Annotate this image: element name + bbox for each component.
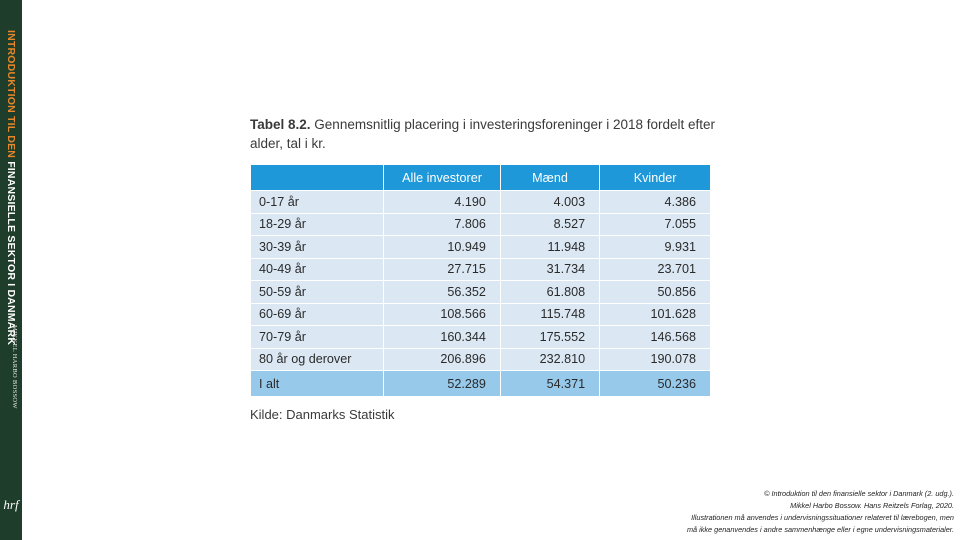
value-cell: 190.078 xyxy=(600,348,711,371)
value-cell: 101.628 xyxy=(600,303,711,326)
row-label-cell: I alt xyxy=(251,371,384,397)
spine-title xyxy=(2,30,20,346)
header-cell: Mænd xyxy=(500,165,599,191)
value-cell: 61.808 xyxy=(500,281,599,304)
table-row xyxy=(251,281,711,304)
copyright-notice xyxy=(614,488,954,536)
row-label-cell: 60-69 år xyxy=(251,303,384,326)
value-cell: 4.190 xyxy=(384,191,501,214)
value-cell: 52.289 xyxy=(384,371,501,397)
value-cell: 50.856 xyxy=(600,281,711,304)
value-cell: 160.344 xyxy=(384,326,501,349)
publisher-logo: hrf xyxy=(3,497,19,512)
value-cell: 175.552 xyxy=(500,326,599,349)
table-caption-label: Tabel 8.2. xyxy=(250,117,311,132)
book-spine xyxy=(0,0,22,540)
table-row xyxy=(251,191,711,214)
row-label-cell: 80 år og derover xyxy=(251,348,384,371)
table-header-row xyxy=(251,165,711,191)
value-cell: 7.806 xyxy=(384,213,501,236)
value-cell: 146.568 xyxy=(600,326,711,349)
value-cell: 4.003 xyxy=(500,191,599,214)
copyright-line: må ikke genanvendes i andre sammenhænge eller i egne undervisningsmaterialer. xyxy=(686,525,954,534)
table-row xyxy=(251,213,711,236)
spine-title-part2: FINANSIELLE SEKTOR I DANMARK xyxy=(5,161,17,346)
value-cell: 54.371 xyxy=(500,371,599,397)
value-cell: 7.055 xyxy=(600,213,711,236)
copyright-line: Mikkel Harbo Bossow. Hans Reitzels Forlag, 2020. xyxy=(790,501,954,510)
row-label-cell: 50-59 år xyxy=(251,281,384,304)
table-row xyxy=(251,303,711,326)
table-row xyxy=(251,326,711,349)
source-note: Kilde: Danmarks Statistik xyxy=(250,407,395,422)
table-row xyxy=(251,348,711,371)
value-cell: 50.236 xyxy=(600,371,711,397)
value-cell: 56.352 xyxy=(384,281,501,304)
table-caption-text: Gennemsnitlig placering i investeringsforeninger i 2018 fordelt efter alder, tal i kr. xyxy=(250,117,716,151)
row-label-cell: 30-39 år xyxy=(251,236,384,259)
data-table xyxy=(250,164,711,397)
header-cell: Kvinder xyxy=(600,165,711,191)
value-cell: 31.734 xyxy=(500,258,599,281)
value-cell: 115.748 xyxy=(500,303,599,326)
row-label-cell: 40-49 år xyxy=(251,258,384,281)
value-cell: 206.896 xyxy=(384,348,501,371)
header-cell: Alle investorer xyxy=(384,165,501,191)
table-row xyxy=(251,258,711,281)
table-row xyxy=(251,236,711,259)
header-cell xyxy=(251,165,384,191)
value-cell: 11.948 xyxy=(500,236,599,259)
table-caption xyxy=(250,115,720,153)
value-cell: 10.949 xyxy=(384,236,501,259)
row-label-cell: 70-79 år xyxy=(251,326,384,349)
table-total-row xyxy=(251,371,711,397)
value-cell: 4.386 xyxy=(600,191,711,214)
value-cell: 108.566 xyxy=(384,303,501,326)
value-cell: 9.931 xyxy=(600,236,711,259)
row-label-cell: 18-29 år xyxy=(251,213,384,236)
copyright-line: © Introduktion til den finansielle sektor i Danmark (2. udg.). xyxy=(764,489,954,498)
row-label-cell: 0-17 år xyxy=(251,191,384,214)
value-cell: 8.527 xyxy=(500,213,599,236)
copyright-line: Illustrationen må anvendes i undervisningssituationer relateret til lærebogen, men xyxy=(691,513,954,522)
value-cell: 27.715 xyxy=(384,258,501,281)
value-cell: 232.810 xyxy=(500,348,599,371)
spine-title-part1: INTRODUKTION TIL DEN xyxy=(5,30,17,159)
value-cell: 23.701 xyxy=(600,258,711,281)
spine-author: MIKKEL HARBO BOSSOW xyxy=(11,325,18,409)
